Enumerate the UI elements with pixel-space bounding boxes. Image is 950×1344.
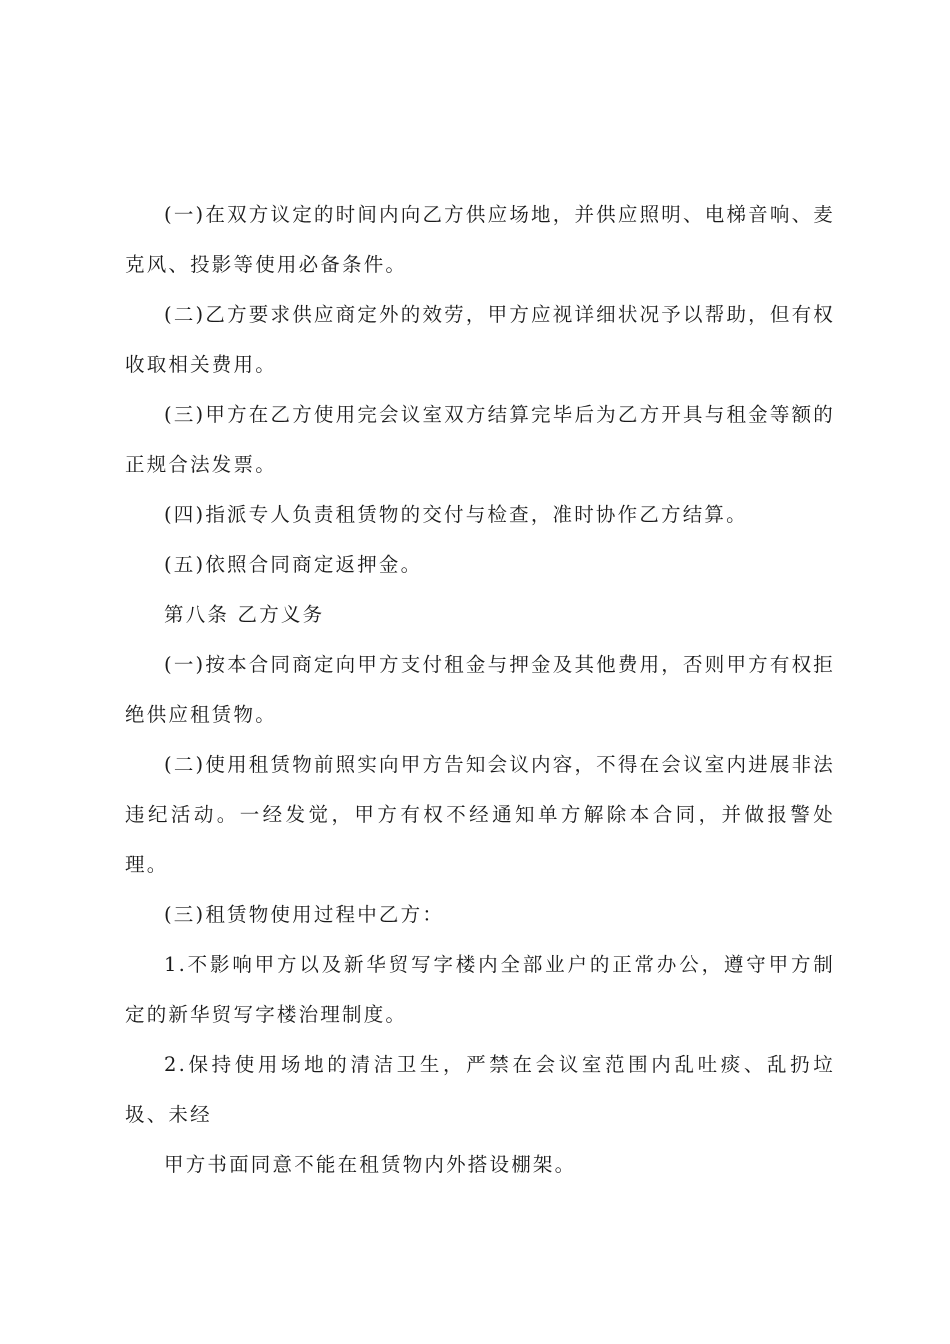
paragraph-party-b-item-1: 1.不影响甲方以及新华贸写字楼内全部业户的正常办公，遵守甲方制定的新华贸写字楼治理制度。 <box>125 953 835 1026</box>
article-8-heading: 第八条 乙方义务 <box>164 603 325 626</box>
paragraph-party-a-duty-2: (二)乙方要求供应商定外的效劳，甲方应视详细状况予以帮助，但有权收取相关费用。 <box>125 303 835 376</box>
paragraph-party-b-item-2: 2.保持使用场地的清洁卫生，严禁在会议室范围内乱吐痰、乱扔垃圾、未经 <box>125 1053 835 1126</box>
document-body <box>125 190 835 1190</box>
paragraph-party-a-duty-4: (四)指派专人负责租赁物的交付与检查，准时协作乙方结算。 <box>164 503 748 526</box>
paragraph-party-b-duty-2: (二)使用租赁物前照实向甲方告知会议内容，不得在会议室内进展非法违纪活动。一经发觉，甲方有权不经通知单方解除本合同，并做报警处理。 <box>125 753 835 876</box>
paragraph-party-b-duty-3: (三)租赁物使用过程中乙方： <box>164 903 445 926</box>
paragraph-party-a-duty-5: (五)依照合同商定返押金。 <box>164 553 423 576</box>
paragraph-party-a-duty-1: (一)在双方议定的时间内向乙方供应场地，并供应照明、电梯音响、麦克风、投影等使用必备条件。 <box>125 203 835 276</box>
paragraph-party-a-duty-3: (三)甲方在乙方使用完会议室双方结算完毕后为乙方开具与租金等额的正规合法发票。 <box>125 403 835 476</box>
paragraph-party-b-duty-1: (一)按本合同商定向甲方支付租金与押金及其他费用，否则甲方有权拒绝供应租赁物。 <box>125 653 835 726</box>
paragraph-party-b-item-2-continued: 甲方书面同意不能在租赁物内外搭设棚架。 <box>164 1153 577 1176</box>
